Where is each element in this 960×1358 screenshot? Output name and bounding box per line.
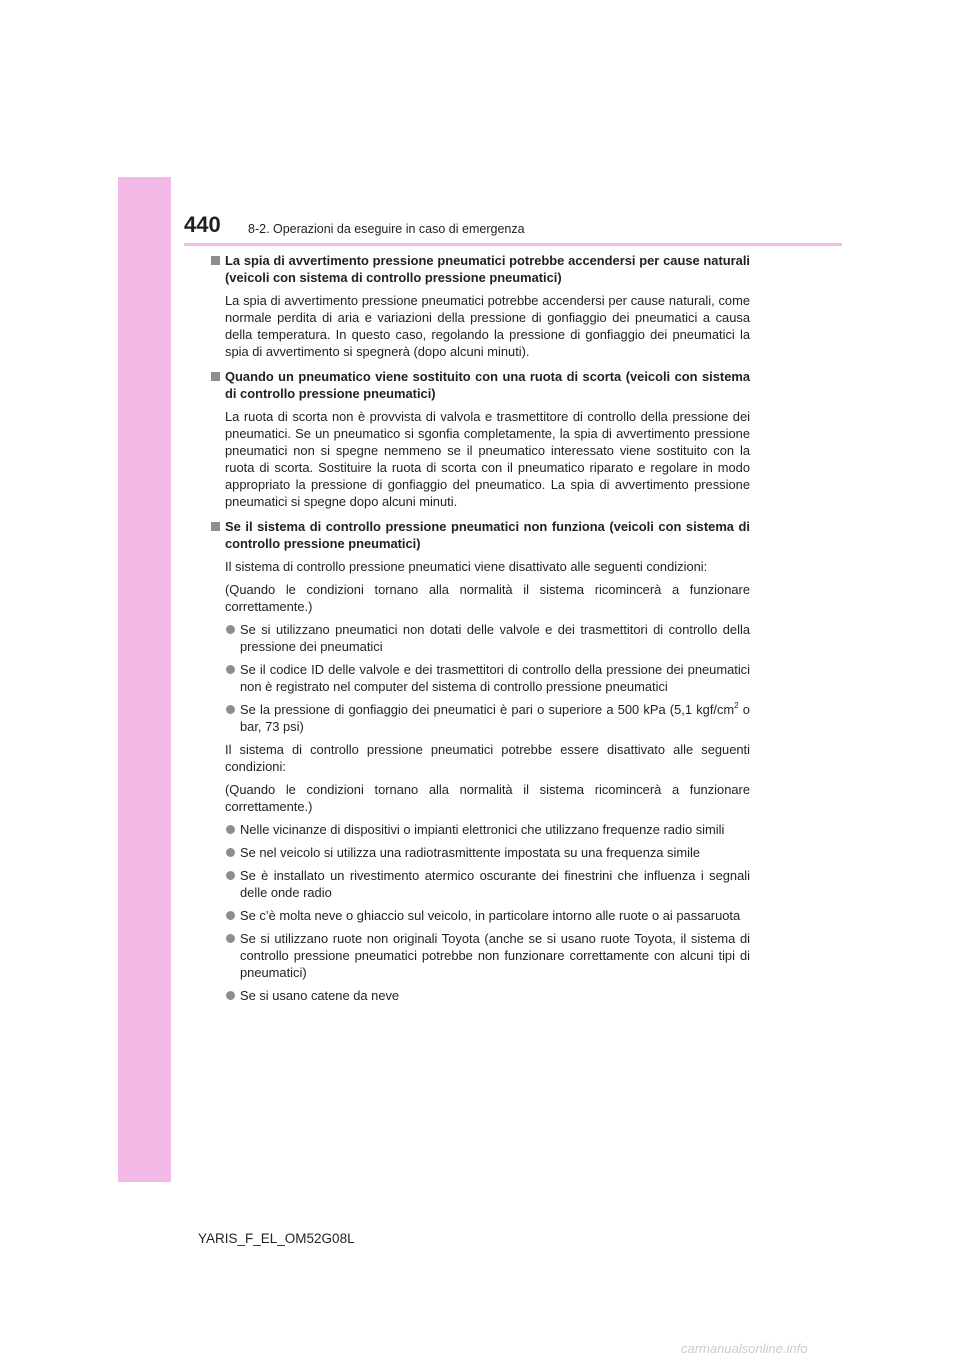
bullet-item	[225, 661, 750, 695]
chapter-sidebar-tab	[118, 177, 171, 1182]
paragraph: La ruota di scorta non è provvista di valvola e trasmettitore di controllo della pressione dei pneumatici. Se un pneumatico si sgonfia completamente, la spia di avvertimento pressione pneumatici non si spegne nemmeno se il pneumatico interessato viene sostituito con la ruota di scorta. Sostituire la ruota di scorta con il pneumatico riparato e regolare in modo appropriato la pressione di gonfiaggio del pneumatico. La spia di avvertimento pressione pneumatici si spegne dopo alcuni minuti.	[225, 409, 750, 509]
page-number: 440	[184, 212, 221, 237]
section-system-not-working	[210, 518, 750, 1004]
watermark: carmanualsonline.info	[681, 1341, 808, 1356]
bullet-item	[225, 930, 750, 981]
section-spare-tire	[210, 368, 750, 510]
paragraph-note: (Quando le condizioni tornano alla normalità il sistema ricomincerà a funzionare correttamente.)	[225, 582, 750, 614]
section-square-icon	[211, 522, 220, 531]
section-heading: La spia di avvertimento pressione pneumatici potrebbe accendersi per cause naturali (veicoli con sistema di controllo pressione pneumatici)	[225, 253, 750, 285]
chapter-title: 8-2. Operazioni da eseguire in caso di emergenza	[248, 222, 525, 236]
bullet-item	[225, 701, 750, 735]
bullet-text: Se si utilizzano pneumatici non dotati delle valvole e dei trasmettitori di controllo della pressione dei pneumatici	[240, 622, 750, 654]
superscript: 2	[734, 701, 739, 710]
section-square-icon	[211, 256, 220, 265]
bullet-dot-icon	[226, 911, 235, 920]
page-content	[210, 252, 750, 1012]
paragraph: Il sistema di controllo pressione pneumatici potrebbe essere disattivato alle seguenti condizioni:	[225, 742, 750, 774]
bullet-dot-icon	[226, 991, 235, 1000]
bullet-text: Se si usano catene da neve	[240, 988, 400, 1003]
header-divider	[184, 243, 842, 246]
bullet-item	[225, 821, 750, 838]
bullet-text-pressure: Se la pressione di gonfiaggio dei pneumatici è pari o superiore a 500 kPa (5,1 kgf/cm	[240, 702, 735, 717]
bullet-dot-icon	[226, 848, 235, 857]
bullet-dot-icon	[226, 934, 235, 943]
bullet-item	[225, 867, 750, 901]
bullet-text: Se il codice ID delle valvole e dei trasmettitori di controllo della pressione dei pneumatici non è registrato nel computer del sistema di controllo pressione pneumatici	[240, 662, 750, 694]
bullet-text: Se si utilizzano ruote non originali Toyota (anche se si usano ruote Toyota, il sistema di controllo pressione pneumatici potrebbe non funzionare correttamente con alcuni tipi di pneumatici)	[240, 931, 750, 980]
bullet-item	[225, 844, 750, 861]
section-natural-causes	[210, 252, 750, 360]
paragraph-note: (Quando le condizioni tornano alla normalità il sistema ricomincerà a funzionare correttamente.)	[225, 782, 750, 814]
bullet-item	[225, 907, 750, 924]
bullet-text: Se c’è molta neve o ghiaccio sul veicolo, in particolare intorno alle ruote o ai passaruota	[240, 908, 741, 923]
bullet-dot-icon	[226, 665, 235, 674]
section-heading: Se il sistema di controllo pressione pneumatici non funziona (veicoli con sistema di controllo pressione pneumatici)	[225, 519, 750, 551]
bullet-text: Nelle vicinanze di dispositivi o impianti elettronici che utilizzano frequenze radio simili	[240, 822, 725, 837]
section-square-icon	[211, 372, 220, 381]
bullet-dot-icon	[226, 705, 235, 714]
bullet-dot-icon	[226, 625, 235, 634]
paragraph: Il sistema di controllo pressione pneumatici viene disattivato alle seguenti condizioni:	[225, 559, 708, 574]
section-heading: Quando un pneumatico viene sostituito con una ruota di scorta (veicoli con sistema di controllo pressione pneumatici)	[225, 369, 750, 401]
bullet-item	[225, 987, 750, 1004]
document-code: YARIS_F_EL_OM52G08L	[198, 1231, 355, 1246]
bullet-item	[225, 621, 750, 655]
bullet-dot-icon	[226, 871, 235, 880]
bullet-dot-icon	[226, 825, 235, 834]
bullet-text: Se è installato un rivestimento atermico oscurante dei finestrini che influenza i segnali delle onde radio	[240, 868, 750, 900]
paragraph: La spia di avvertimento pressione pneumatici potrebbe accendersi per cause naturali, come normale perdita di aria e variazioni della pressione di gonfiaggio dei pneumatici a causa della temperatura. In questo caso, regolando la pressione di gonfiaggio dei pneumatici la spia di avvertimento si spegnerà (dopo alcuni minuti).	[225, 293, 750, 359]
bullet-text-pressure-end: o bar, 73 psi)	[240, 702, 750, 734]
bullet-text: Se nel veicolo si utilizza una radiotrasmittente impostata su una frequenza simile	[240, 845, 701, 860]
